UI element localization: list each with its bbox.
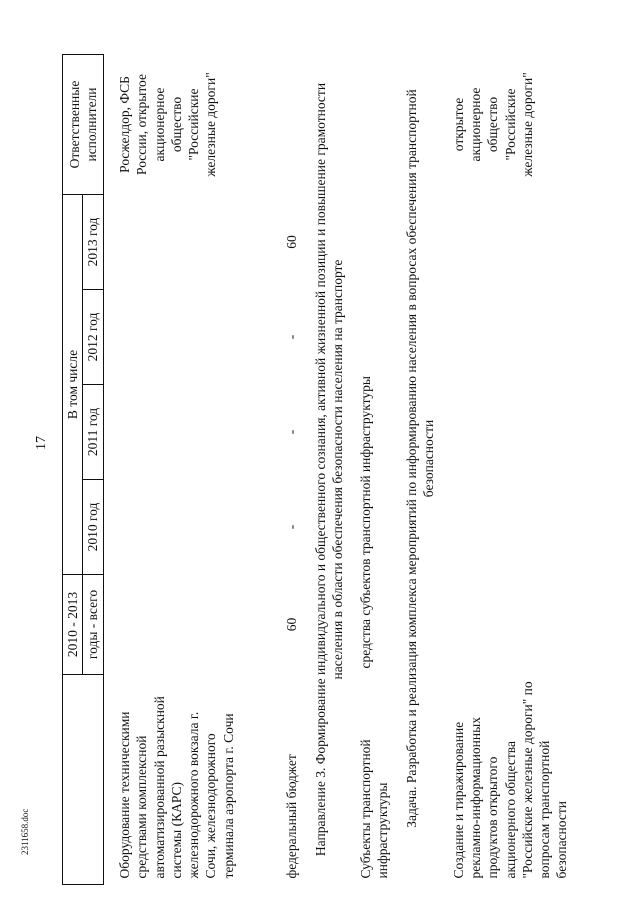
- page-number: 17: [34, 436, 49, 450]
- program-table: [62, 54, 572, 885]
- header-empty-cell: [63, 675, 104, 885]
- document-code: 2311658.doc: [20, 808, 30, 855]
- header-row-1: [63, 55, 83, 885]
- subjects-row: [356, 55, 393, 885]
- header-including: В том числе: [63, 195, 83, 575]
- federal-budget-2011: -: [283, 429, 299, 435]
- header-total-sub: годы - всего: [83, 575, 103, 675]
- measure-row-advertising: [449, 55, 572, 885]
- measure-row-kars: [115, 55, 238, 885]
- header-responsible: Ответственные исполнители: [63, 55, 104, 195]
- header-2011: 2011 год: [83, 385, 103, 480]
- header-2012: 2012 год: [83, 290, 103, 385]
- direction-3-row: [311, 55, 348, 885]
- task-heading: Задача. Разработка и реализация комплекса мероприятий по информированию населения в вопросах обеспечения транспортной безопасности: [404, 89, 437, 828]
- header-2013: 2013 год: [83, 195, 103, 290]
- subjects-funds: средства субъектов транспортной инфраструктуры: [357, 376, 373, 669]
- measure-advertising-name: Создание и тиражирование рекламно-информационных продуктов открытого акционерного общества "Российские железные дороги" по вопросам транспортной безопасности: [450, 681, 570, 879]
- measure-kars-name: Оборудование техническими средствами комплексной автоматизированной разыскной системы (КАРС) железнодорожного вокзала г. Сочи, железнодорожного терминала аэропорта г. Сочи: [117, 696, 236, 879]
- subjects-label: Субъекты транспортной инфраструктуры: [357, 739, 390, 879]
- federal-budget-row: [282, 55, 301, 885]
- task-row: [402, 55, 439, 885]
- federal-budget-2013: 60: [283, 235, 299, 249]
- header-total-period: 2010 - 2013: [63, 575, 83, 675]
- rotated-document-content: [62, 55, 622, 885]
- measure-kars-responsible: Росжелдор, ФСБ России, открытое акционерное общество "Российские железные дороги": [117, 72, 219, 177]
- federal-budget-label: федеральный бюджет: [283, 754, 299, 879]
- federal-budget-2012: -: [283, 334, 299, 340]
- federal-budget-2010: -: [283, 524, 299, 530]
- federal-budget-total: 60: [283, 617, 299, 632]
- direction-3-heading: Направление 3. Формирование индивидуального и общественного сознания, активной жизненной позиции и повышение грамотности населения в области обеспечения безопасности населения на транспорте: [313, 82, 346, 857]
- header-2010: 2010 год: [83, 480, 103, 575]
- measure-advertising-responsible: открытое акционерное общество "Российские железные дороги": [450, 72, 535, 177]
